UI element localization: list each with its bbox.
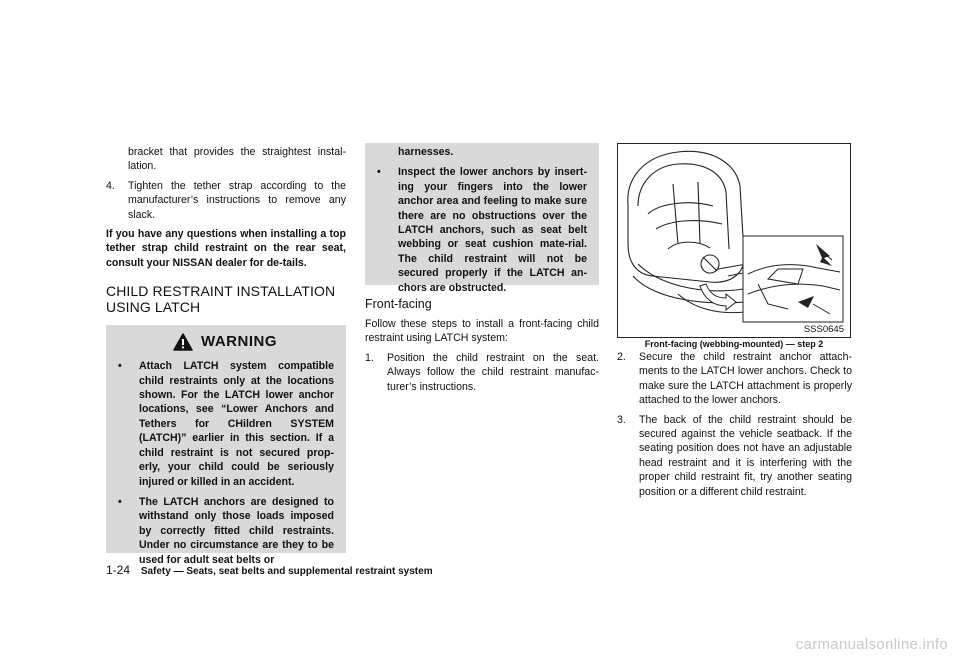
step-text: Tighten the tether strap according to the manufacturer’s instructions to remove any slack.: [128, 179, 346, 221]
bullet-dot: •: [377, 166, 381, 179]
step-number: 3.: [617, 413, 626, 426]
warning-item-text: The LATCH anchors are designed to withstand only those loads imposed by correctly fitted child restraints. Under no circumstance are they to be used for adult seat belts or: [139, 495, 334, 566]
warning-item-text: Inspect the lower anchors by insert-ing your fingers into the lower anchor area and feeling to make sure there are no obstructions over the LATCH anchors, such as seat belt webbing or seat cushion mate-rial. The child restraint will not be secured properly if the LATCH an-chors are obstructed.: [398, 166, 587, 294]
footer-title: Safety — Seats, seat belts and supplemental restraint system: [140, 566, 433, 577]
step-number: 1.: [365, 351, 374, 364]
section-title-line2: USING LATCH: [106, 299, 201, 316]
warning-box-continued: [365, 143, 599, 294]
bullet-dot: •: [118, 495, 122, 508]
warning-triangle-icon: [173, 333, 193, 351]
figure-code: SSS0645: [803, 324, 844, 335]
intro-text: Follow these steps to install a front-facing child restraint using LATCH system:: [365, 318, 599, 345]
step-number: 2.: [617, 351, 626, 363]
warning-item: [116, 359, 334, 489]
step-number: 4.: [106, 179, 115, 192]
column-left: [106, 0, 346, 566]
warning-box: [106, 325, 346, 566]
page-number: 1-24: [106, 563, 131, 577]
bold-note: If you have any questions when installing a top tether strap child restraint on the rear seat, consult your NISSAN dealer for de-tails.: [106, 228, 346, 269]
step-4: [106, 179, 346, 222]
step-3: [617, 413, 852, 499]
step-text: Position the child restraint on the seat. Always follow the child restraint manufac-turer’s instructions.: [387, 351, 599, 393]
warning-item: [375, 165, 587, 295]
page-footer: [106, 563, 433, 577]
continued-text: bracket that provides the straightest instal-lation.: [128, 146, 346, 173]
step-text: Secure the child restraint anchor attach-ments to the LATCH lower anchors. Check to make sure the LATCH attachment is properly attached to the lower anchors.: [639, 351, 852, 407]
warning-item: [116, 495, 334, 567]
section-title-line1: CHILD RESTRAINT INSTALLATION: [106, 283, 336, 300]
step-text: The back of the child restraint should be secured against the vehicle seatback. If the seating position does not have an adjustable head restraint and it is interfering with the proper child restraint fit, try another seating position or a different child restraint.: [639, 413, 852, 498]
section-title: [106, 283, 346, 315]
column-middle: [365, 0, 599, 394]
figure-caption: Front-facing (webbing-mounted) — step 2: [644, 339, 824, 349]
bullet-dot: •: [118, 360, 122, 373]
step-2: [617, 350, 852, 408]
step-1: [365, 351, 599, 394]
warning-continued-text: harnesses.: [398, 146, 454, 158]
warning-header: [116, 333, 334, 351]
watermark: carmanualsonline.info: [795, 636, 948, 653]
warning-item-text: Attach LATCH system compatible child restraints only at the locations shown. For the LATCH lower anchor locations, see “Lower Anchors and Tethers for CHildren SYSTEM (LATCH)” earlier in this section. If a child restraint is not secured prop-erly, your child could be seriously injured or killed in an accident.: [139, 360, 334, 488]
warning-label: WARNING: [201, 333, 277, 351]
column-right: [617, 0, 852, 499]
subsection-title: Front-facing: [365, 297, 432, 311]
